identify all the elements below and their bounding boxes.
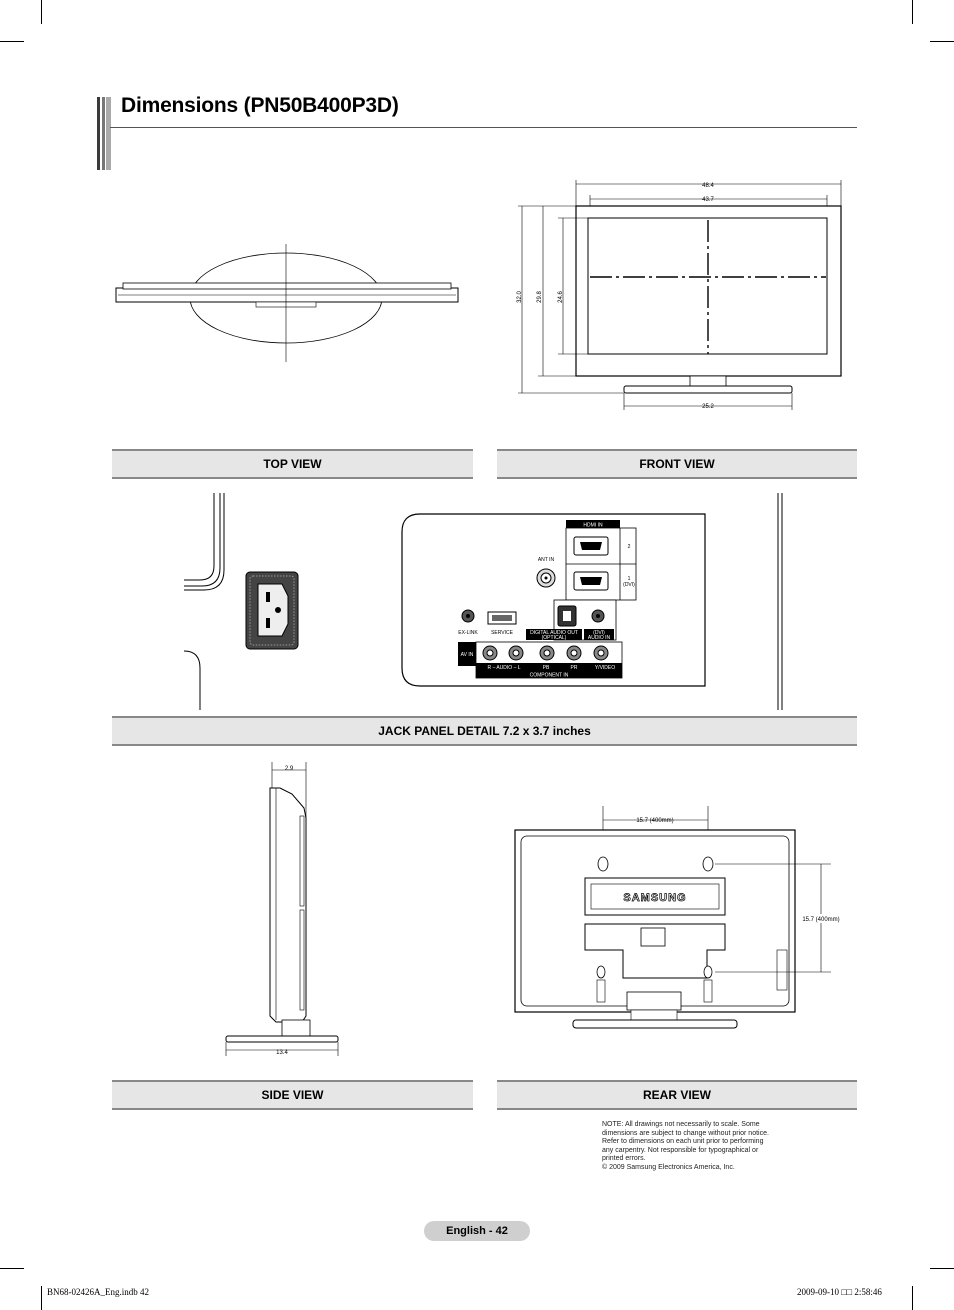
crop-mark: [0, 1268, 24, 1269]
print-timestamp: 2009-09-10 □□ 2:58:46: [797, 1287, 882, 1297]
hdmi-1-label: 1: [627, 576, 631, 582]
crop-mark: [930, 1268, 954, 1269]
y-video-label: Y/VIDEO: [594, 665, 616, 671]
hdmi-in-label: HDMI IN: [583, 522, 603, 529]
page-number: English - 42: [424, 1221, 530, 1241]
dim-screen-width: 43.7: [702, 197, 714, 203]
file-info: BN68-02426A_Eng.indb 42: [47, 1287, 149, 1297]
component-in-label: COMPONENT IN: [529, 672, 569, 679]
pb-label: PB: [542, 665, 550, 671]
dvi-audio-label-1: (DVI): [593, 630, 605, 636]
side-view-drawing: [220, 758, 350, 1058]
hdmi-dvi-label: (DVI): [623, 582, 635, 588]
caption-jack-panel: JACK PANEL DETAIL 7.2 x 3.7 inches: [112, 716, 857, 746]
samsung-logo: SAMSUNG: [623, 892, 687, 904]
pr-label: PR: [570, 665, 578, 671]
rear-view-drawing: [505, 800, 850, 1035]
front-view-drawing: [510, 176, 850, 416]
dim-depth-stand: 13.4: [276, 1050, 288, 1056]
copyright: © 2009 Samsung Electronics America, Inc.: [602, 1163, 735, 1171]
note-line: Refer to dimensions on each unit prior to performing: [602, 1138, 764, 1146]
dim-hole-vertical: 15.7 (400mm): [802, 917, 840, 923]
dvi-audio-label-2: AUDIO IN: [587, 635, 611, 641]
note-line: dimensions are subject to change without prior notice.: [602, 1129, 769, 1137]
dim-body-height: 29.8: [537, 291, 543, 303]
crop-mark: [912, 0, 913, 24]
note-line: printed errors.: [602, 1155, 646, 1163]
page-title: Dimensions (PN50B400P3D): [121, 94, 399, 117]
note-line: any carpentry. Not responsible for typographical or: [602, 1146, 759, 1154]
caption-top-view: TOP VIEW: [112, 449, 473, 479]
crop-mark: [912, 1286, 913, 1310]
disclaimer-note: [602, 1121, 772, 1173]
crop-mark: [0, 41, 24, 42]
dim-overall-width: 48.4: [702, 183, 714, 189]
ant-in-label: ANT IN: [537, 557, 555, 563]
note-line: NOTE: All drawings not necessarily to scale. Some: [602, 1121, 760, 1128]
crop-mark: [41, 0, 42, 24]
av-in-label: AV IN: [460, 652, 474, 658]
audio-label: R – AUDIO – L: [487, 665, 521, 671]
dim-hole-horizontal: 15.7 (400mm): [636, 818, 674, 824]
ex-link-label: EX-LINK: [458, 630, 478, 636]
crop-mark: [930, 41, 954, 42]
jack-panel-drawing: [170, 488, 820, 714]
caption-side-view: SIDE VIEW: [112, 1080, 473, 1110]
service-label: SERVICE: [491, 630, 513, 636]
dim-screen-height: 24.6: [558, 291, 564, 303]
hdmi-2-label: 2: [627, 544, 631, 550]
top-view-drawing: [108, 240, 468, 370]
caption-front-view: FRONT VIEW: [497, 449, 857, 479]
caption-rear-view: REAR VIEW: [497, 1080, 857, 1110]
dim-depth-body: 2.9: [284, 766, 294, 772]
dim-overall-height: 32.0: [517, 291, 523, 303]
title-accent-bar: [97, 97, 111, 170]
crop-mark: [41, 1286, 42, 1310]
optical-label: (OPTICAL): [541, 635, 567, 641]
digital-audio-out-label: DIGITAL AUDIO OUT: [530, 630, 578, 636]
title-rule: [110, 127, 857, 128]
dim-stand-width: 25.2: [702, 404, 714, 410]
